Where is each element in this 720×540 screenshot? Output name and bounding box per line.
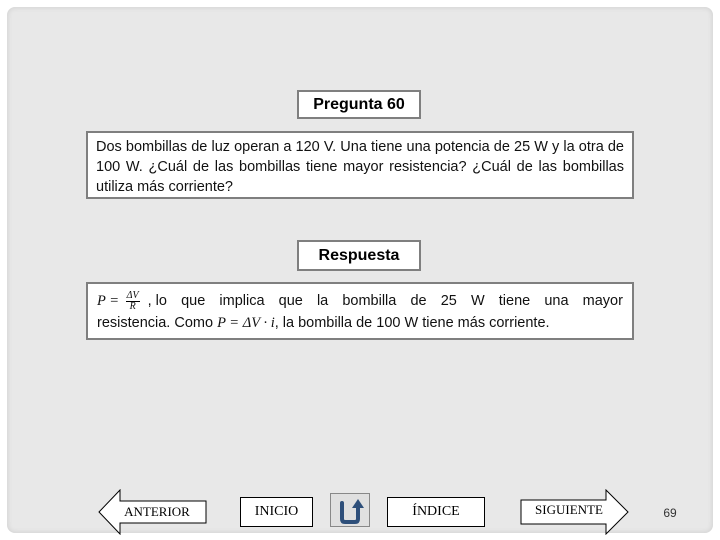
question-text: Dos bombillas de luz operan a 120 V. Una tiene una potencia de 25 W y la otra de 100 W. ¿Cuál de las bombillas tiene mayor resistencia? ¿Cuál de las bombillas utiliza más corriente? bbox=[86, 131, 634, 199]
formula-lhs: P = bbox=[97, 293, 120, 309]
answer-line-2-start: resistencia. Como bbox=[97, 315, 214, 332]
answer-word: de bbox=[410, 293, 427, 310]
return-button[interactable] bbox=[330, 493, 370, 527]
anterior-button[interactable] bbox=[98, 489, 208, 535]
fraction-numerator: ΔV bbox=[126, 290, 139, 302]
indice-button[interactable]: ÍNDICE bbox=[387, 497, 485, 527]
answer-word: bombilla bbox=[342, 293, 397, 310]
answer-title: Respuesta bbox=[297, 240, 421, 271]
answer-word: implica bbox=[219, 293, 265, 310]
answer-word: , lo bbox=[147, 293, 167, 310]
answer-word: 25 bbox=[440, 293, 457, 310]
u-turn-arrow-icon bbox=[333, 495, 367, 525]
answer-line-1-words bbox=[148, 290, 623, 312]
answer-text bbox=[86, 282, 634, 340]
answer-line-1 bbox=[97, 290, 623, 312]
answer-word: una bbox=[544, 293, 569, 310]
page-number: 69 bbox=[663, 506, 677, 520]
question-title: Pregunta 60 bbox=[297, 90, 421, 119]
fraction-denominator: R bbox=[129, 301, 136, 313]
inicio-button[interactable]: INICIO bbox=[240, 497, 313, 527]
power-resistance-formula bbox=[97, 290, 140, 312]
answer-word: que bbox=[278, 293, 303, 310]
power-current-formula: P = ΔV · i bbox=[217, 315, 275, 332]
siguiente-label: SIGUIENTE bbox=[535, 502, 603, 517]
answer-line-2 bbox=[97, 312, 623, 334]
siguiente-button[interactable] bbox=[520, 489, 630, 535]
anterior-label: ANTERIOR bbox=[124, 504, 190, 519]
answer-word: W bbox=[470, 293, 485, 310]
answer-line-2-end: , la bombilla de 100 W tiene más corriente. bbox=[274, 315, 550, 332]
answer-word: la bbox=[316, 293, 329, 310]
answer-word: mayor bbox=[582, 293, 623, 310]
fraction bbox=[126, 291, 140, 312]
answer-word: tiene bbox=[498, 293, 531, 310]
answer-word: que bbox=[181, 293, 206, 310]
